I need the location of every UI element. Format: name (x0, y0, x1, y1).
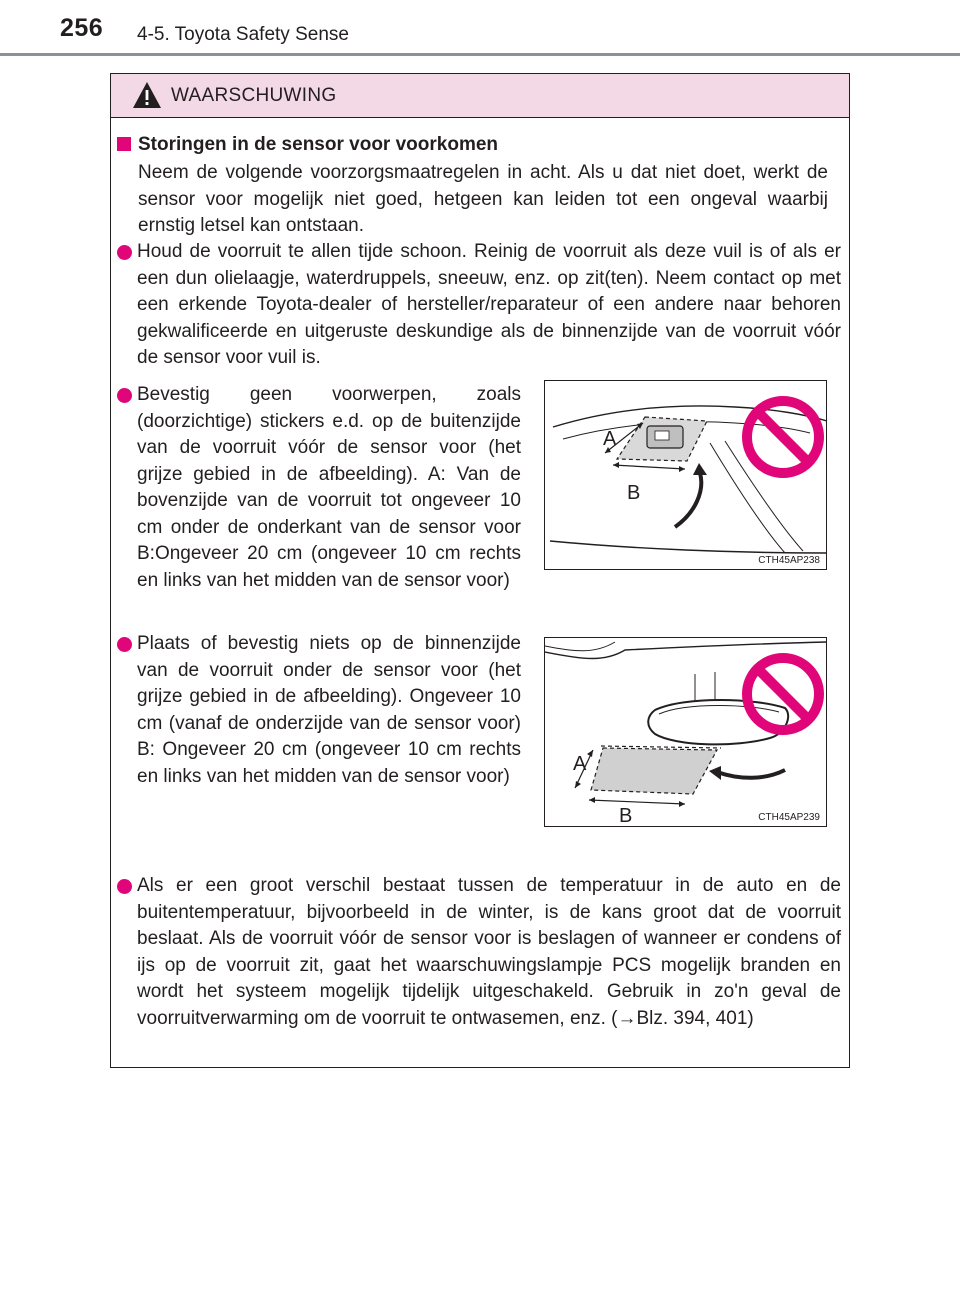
intro-paragraph: Neem de volgende voorzorgsmaatregelen in acht. Als u dat niet doet, werkt de sensor voor mogelijk niet goed, hetgeen kan leiden tot een ongeval waarbij ernstig letsel kan ontstaan. (138, 162, 828, 236)
bullet-dot-icon (117, 637, 132, 652)
list-item-text: Houd de voorruit te allen tijde schoon. Reinig de voorruit als deze vuil is of als er een dun olielaagje, waterdruppels, sneeuw, enz. op zit(ten). Neem contact op met een erkende Toyota-dealer of hersteller/reparateur of een andere naar behoren gekwalificeerde en uitgeruste deskundige als de binnenzijde van de voorruit vóór de sensor voor vuil is. (137, 241, 841, 368)
list-item (117, 239, 841, 372)
figure-label-b: B (619, 805, 633, 827)
warning-triangle-icon (132, 81, 162, 109)
header-rule (0, 53, 960, 56)
warning-heading (117, 134, 498, 156)
figure-windshield-inside (544, 637, 827, 827)
prohibited-icon (747, 658, 819, 730)
figure-label-a: A (573, 753, 587, 775)
page-number: 256 (60, 14, 104, 42)
list-item-text: Bevestig geen voorwerpen, zoals (doorzichtige) stickers e.d. op de buitenzijde van de voorruit vóór de sensor voor (het grijze gebied in de afbeelding). A: Van de bovenzijde van de voorruit tot ongeveer 10 cm onder de onderkant van de sensor voor B:Ongeveer 20 cm (ongeveer 10 cm rechts en links van het midden van de sensor voor) (137, 384, 521, 591)
bullet-dot-icon (117, 879, 132, 894)
figure-code: CTH45AP238 (758, 555, 820, 566)
page-header (0, 0, 960, 56)
windshield-outside-illustration (545, 381, 828, 571)
list-item-text: Als er een groot verschil bestaat tussen de temperatuur in de auto en de buitentemperatuur, bijvoorbeeld in de winter, is de kans groot dat de voorruit beslaat. Als de voorruit vóór de sensor voor is beslagen of wanneer er condens of ijs op de voorruit zit, gaat het waarschuwingslampje PCS mogelijk branden en wordt het systeem mogelijk tijdelijk uitgeschakeld. Gebruik in zo'n geval de voorruitverwarming om de voorruit te ontwasemen, enz. (→Blz. 394, 401) (137, 875, 841, 1029)
square-bullet-icon (117, 137, 131, 151)
section-title: 4-5. Toyota Safety Sense (137, 24, 349, 45)
bullet-dot-icon (117, 388, 132, 403)
warning-heading-text: Storingen in de sensor voor voorkomen (138, 134, 499, 155)
list-item (117, 631, 521, 790)
figure-windshield-outside (544, 380, 827, 570)
warning-header (111, 74, 849, 118)
list-item-text: Plaats of bevestig niets op de binnenzijde van de voorruit onder de sensor voor (het grijze gebied in de afbeelding). Ongeveer 10 cm (vanaf de onderzijde van de sensor voor) B: Ongeveer 20 cm (ongeveer 10 cm rechts en links van het midden van de sensor voor) (137, 633, 521, 787)
list-item (117, 873, 841, 1032)
windshield-inside-illustration (545, 638, 828, 828)
warning-box (110, 73, 850, 1068)
figure-label-a: A (603, 428, 617, 450)
figure-code: CTH45AP239 (758, 812, 820, 823)
list-item (117, 382, 521, 594)
warning-label: WAARSCHUWING (171, 85, 337, 106)
figure-label-b: B (627, 482, 641, 504)
bullet-dot-icon (117, 245, 132, 260)
